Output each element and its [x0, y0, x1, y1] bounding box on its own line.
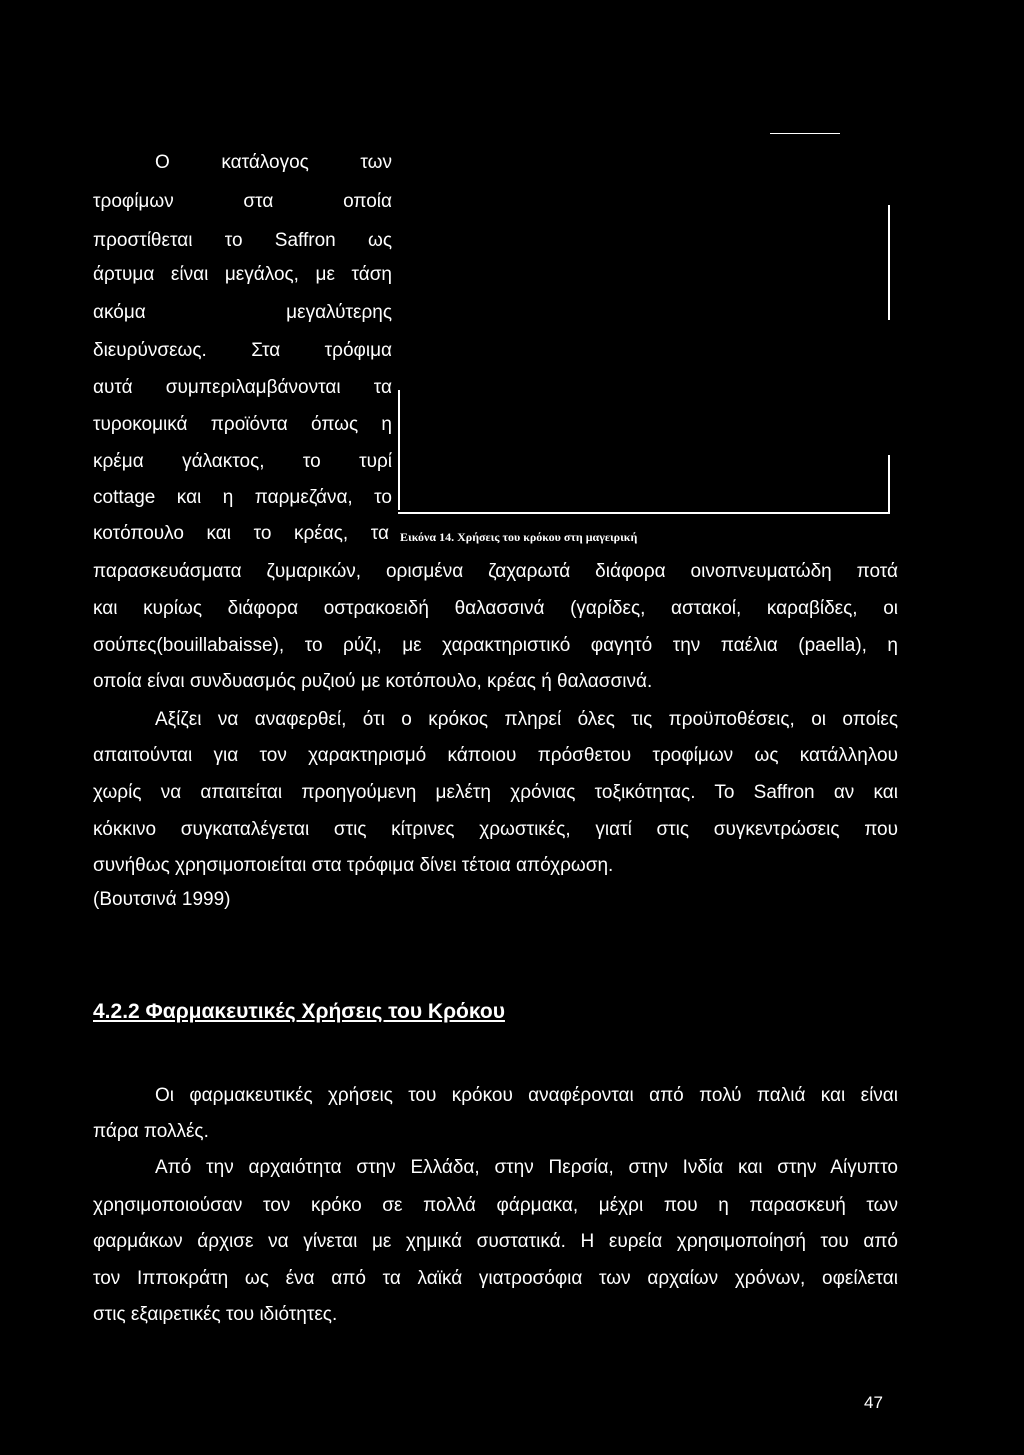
wrap-line: αυτά συμπεριλαμβάνονται τα	[93, 377, 392, 398]
paragraph-line: Οι φαρμακευτικές χρήσεις του κρόκου αναφέρονται από πολύ παλιά και είναι	[155, 1085, 898, 1106]
figure-frame-bottom	[398, 512, 890, 514]
section-heading: 4.2.2 Φαρμακευτικές Χρήσεις του Κρόκου	[93, 1000, 505, 1023]
paragraph-line: συνήθως χρησιμοποιείται στα τρόφιμα δίνει τέτοια απόχρωση.	[93, 855, 614, 876]
paragraph-line: στις εξαιρετικές του ιδιότητες.	[93, 1304, 338, 1325]
figure-frame-left	[398, 390, 400, 510]
paragraph-line: τον Ιπποκράτη ως ένα από τα λαϊκά γιατροσόφια των αρχαίων χρόνων, οφείλεται	[93, 1268, 898, 1289]
citation: (Βουτσινά 1999)	[93, 889, 231, 910]
paragraph-line: σούπες(bouillabaisse), το ρύζι, με χαρακτηριστικό φαγητό την παέλια (paella), η	[93, 635, 898, 656]
paragraph-line: απαιτούνται για τον χαρακτηρισμό κάποιου πρόσθετου τροφίμων ως κατάλληλου	[93, 745, 898, 766]
wrap-line: τροφίμων στα οποία	[93, 191, 392, 212]
page-number: 47	[864, 1393, 883, 1412]
figure-caption: Εικόνα 14. Χρήσεις του κρόκου στη μαγειρική	[400, 530, 638, 544]
paragraph-line: οποία είναι συνδυασμός ρυζιού με κοτόπουλο, κρέας ή θαλασσινά.	[93, 671, 653, 692]
wrap-line: κοτόπουλο και το κρέας, τα	[93, 523, 389, 544]
paragraph-line: χωρίς να απαιτείται προηγούμενη μελέτη χρόνιας τοξικότητας. Το Saffron αν και	[93, 782, 898, 803]
wrap-line: διευρύνσεως. Στα τρόφιμα	[93, 340, 392, 361]
wrap-line: Ο κατάλογος των	[155, 152, 392, 173]
wrap-line: άρτυμα είναι μεγάλος, με τάση	[93, 264, 392, 285]
paragraph-line: κόκκινο συγκαταλέγεται στις κίτρινες χρωστικές, γιατί στις συγκεντρώσεις που	[93, 819, 898, 840]
wrap-line: κρέμα γάλακτος, το τυρί	[93, 451, 392, 472]
paragraph-line: πάρα πολλές.	[93, 1121, 209, 1142]
wrap-line: cottage και η παρμεζάνα, το	[93, 487, 392, 508]
figure-frame-right-lower	[888, 455, 890, 512]
wrap-line: προστίθεται το Saffron ως	[93, 230, 392, 251]
figure-frame-right-upper	[888, 205, 890, 320]
paragraph-line: και κυρίως διάφορα οστρακοειδή θαλασσινά (γαρίδες, αστακοί, καραβίδες, οι	[93, 598, 898, 619]
figure-frame-top-rule	[770, 133, 840, 134]
wrap-line: ακόμα μεγαλύτερης	[93, 302, 392, 323]
paragraph-line: παρασκευάσματα ζυμαρικών, ορισμένα ζαχαρωτά διάφορα οινοπνευματώδη ποτά	[93, 561, 898, 582]
wrap-line: τυροκομικά προϊόντα όπως η	[93, 414, 392, 435]
paragraph-line: χρησιμοποιούσαν τον κρόκο σε πολλά φάρμακα, μέχρι που η παρασκευή των	[93, 1195, 898, 1216]
paragraph-line: φαρμάκων άρχισε να γίνεται με χημικά συστατικά. Η ευρεία χρησιμοποίησή του από	[93, 1231, 898, 1252]
paragraph-line: Από την αρχαιότητα στην Ελλάδα, στην Περσία, στην Ινδία και στην Αίγυπτο	[155, 1157, 898, 1178]
paragraph-line: Αξίζει να αναφερθεί, ότι ο κρόκος πληρεί όλες τις προϋποθέσεις, οι οποίες	[155, 709, 898, 730]
